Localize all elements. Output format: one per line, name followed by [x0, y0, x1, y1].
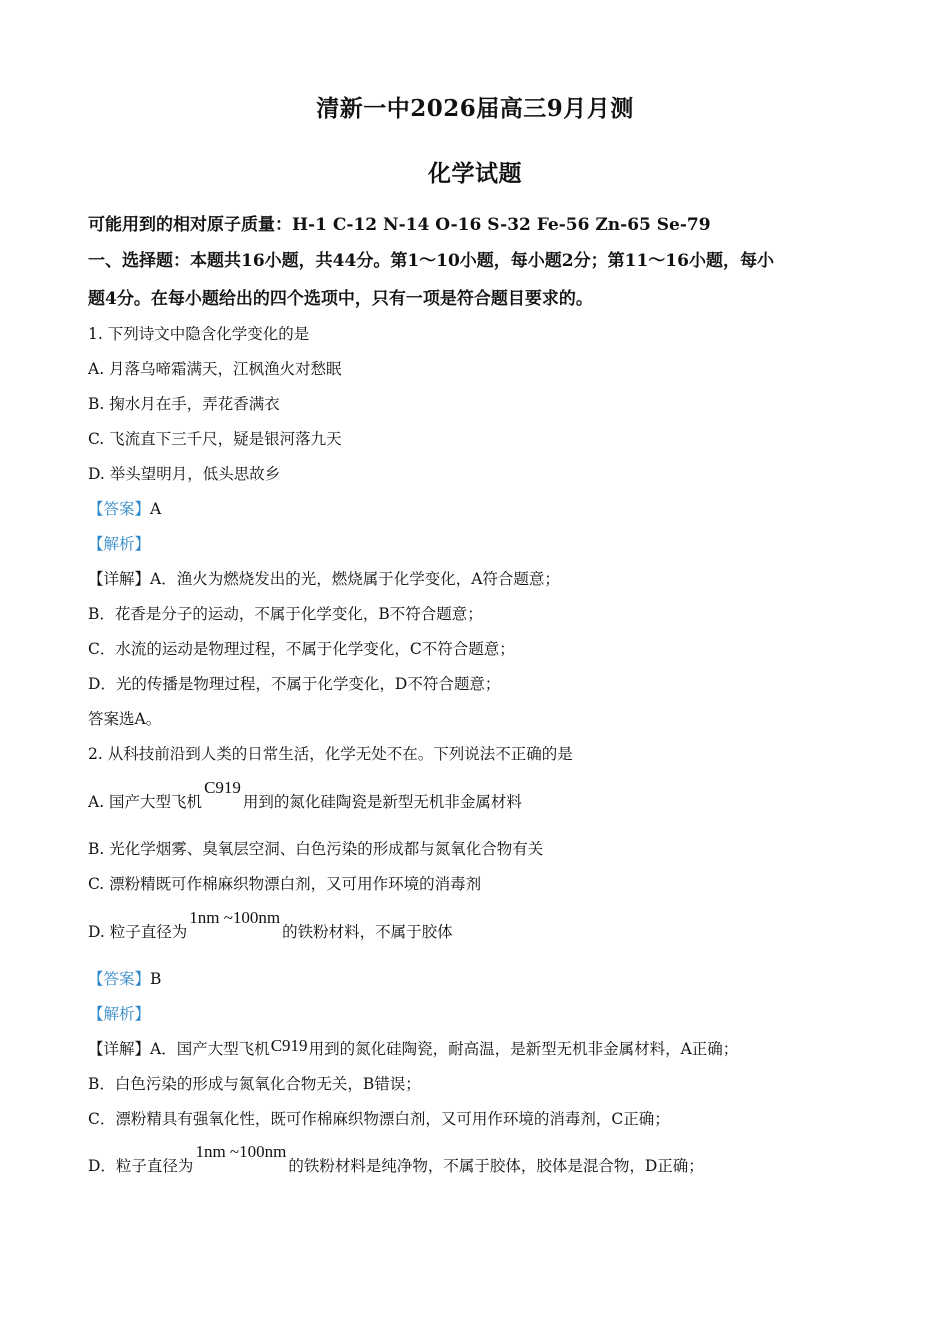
question-2-detail-d — [88, 1142, 704, 1176]
question-2-option-a — [88, 778, 522, 812]
question-2-detail-a — [88, 1037, 738, 1059]
detail-text: A．渔火为燃烧发出的光，燃烧属于化学变化，A符合题意； — [150, 570, 560, 588]
question-1-option-b: B. 掬水月在手，弄花香满衣 — [88, 395, 280, 413]
question-2-option-c: C. 漂粉精既可作棉麻织物漂白剂，又可用作环境的消毒剂 — [88, 875, 482, 893]
section-heading-line2: 题4分。在每小题给出的四个选项中，只有一项是符合题目要求的。 — [88, 289, 593, 309]
answer-value: B — [150, 970, 162, 988]
detail-text: D．粒子直径为 — [88, 1157, 194, 1175]
option-text-cont: 用到的氮化硅陶瓷是新型无机非金属材料 — [242, 793, 522, 811]
question-1-stem: 1. 下列诗文中隐含化学变化的是 — [88, 325, 310, 343]
question-1-answer — [88, 497, 161, 519]
option-text: A. 国产大型飞机 — [88, 793, 203, 811]
page-title: 清新一中2026届高三9月月测 — [316, 95, 634, 122]
math-formula: 1nm ~100nm — [195, 1142, 287, 1161]
section-heading-line1: 一、选择题：本题共16小题，共44分。第1～10小题，每小题2分；第11～16小题，每小 — [88, 251, 774, 271]
detail-label: 【详解】 — [88, 570, 151, 588]
question-1-conclusion: 答案选A。 — [88, 710, 162, 728]
atomic-mass-line: 可能用到的相对原子质量：H-1 C-12 N-14 O-16 S-32 Fe-56 Zn-65 Se-79 — [88, 215, 711, 235]
question-1-option-d: D. 举头望明月，低头思故乡 — [88, 465, 281, 483]
detail-text-cont: 用到的氮化硅陶瓷，耐高温，是新型无机非金属材料，A正确； — [308, 1040, 739, 1058]
option-text: D. 粒子直径为 — [88, 923, 188, 941]
answer-label: 【答案】 — [88, 970, 151, 988]
math-formula: C919 — [270, 1036, 308, 1055]
question-1-detail-b: B．花香是分子的运动，不属于化学变化，B不符合题意； — [88, 605, 483, 623]
question-1-detail-a — [88, 567, 560, 589]
question-1-analysis-label: 【解析】 — [88, 535, 151, 553]
detail-label: 【详解】 — [88, 1040, 151, 1058]
question-1-detail-c: C．水流的运动是物理过程，不属于化学变化，C不符合题意； — [88, 640, 515, 658]
question-2-detail-b: B．白色污染的形成与氮氧化合物无关，B错误； — [88, 1075, 421, 1093]
answer-value: A — [150, 500, 162, 518]
answer-label: 【答案】 — [88, 500, 151, 518]
math-formula: C919 — [204, 778, 241, 797]
question-2-option-d — [88, 908, 453, 942]
option-text-cont: 的铁粉材料，不属于胶体 — [282, 923, 453, 941]
question-2-stem: 2. 从科技前沿到人类的日常生活，化学无处不在。下列说法不正确的是 — [88, 745, 573, 763]
question-1-option-a: A. 月落乌啼霜满天，江枫渔火对愁眠 — [88, 360, 342, 378]
question-2-analysis-label: 【解析】 — [88, 1005, 151, 1023]
math-formula: 1nm ~100nm — [189, 908, 281, 927]
question-2-detail-c: C．漂粉精具有强氧化性，既可作棉麻织物漂白剂，又可用作环境的消毒剂，C正确； — [88, 1110, 670, 1128]
detail-text-cont: 的铁粉材料是纯净物，不属于胶体，胶体是混合物，D正确； — [288, 1157, 704, 1175]
question-2-answer — [88, 967, 161, 989]
detail-text: A．国产大型飞机 — [150, 1040, 270, 1058]
question-2-option-b: B. 光化学烟雾、臭氧层空洞、白色污染的形成都与氮氧化合物有关 — [88, 840, 544, 858]
question-1-option-c: C. 飞流直下三千尺，疑是银河落九天 — [88, 430, 342, 448]
question-1-detail-d: D．光的传播是物理过程，不属于化学变化，D不符合题意； — [88, 675, 501, 693]
page-subtitle: 化学试题 — [428, 160, 522, 187]
